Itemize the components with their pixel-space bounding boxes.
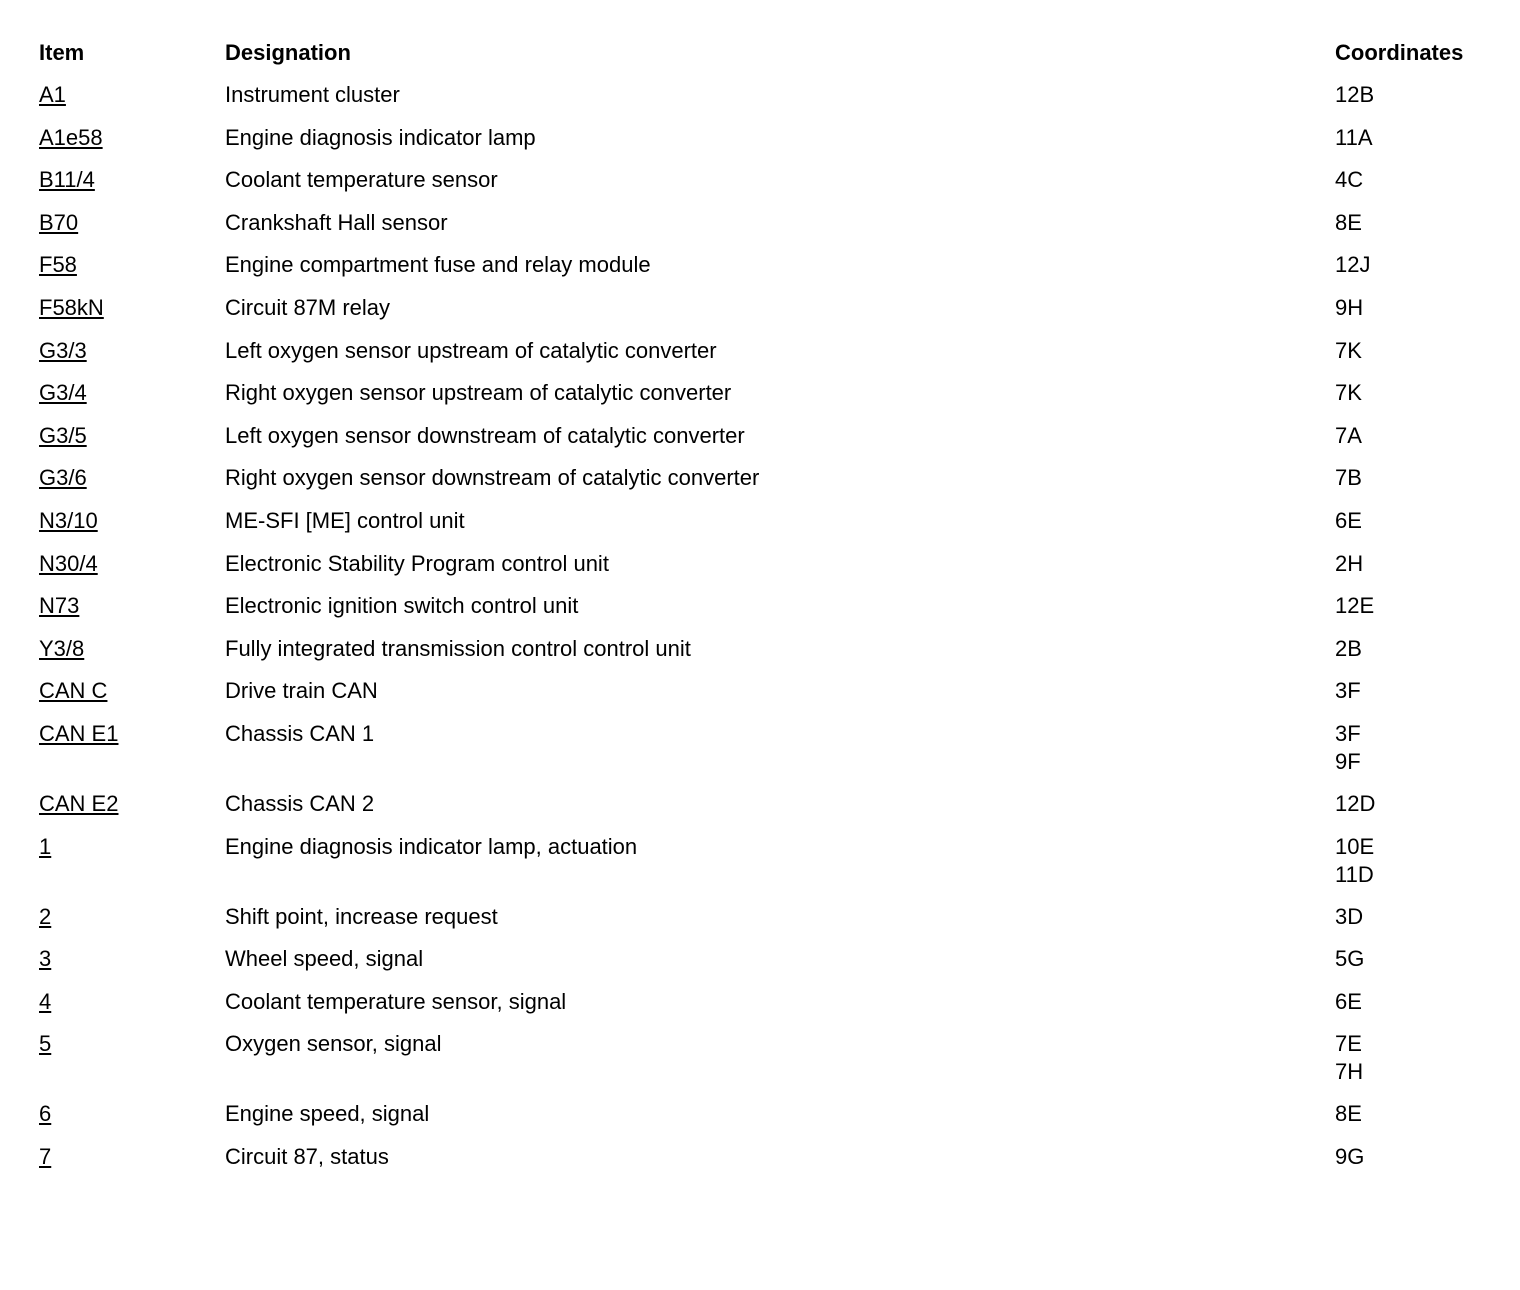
table-row (39, 328, 1499, 371)
designation-cell: Crankshaft Hall sensor (225, 209, 448, 235)
coordinate-value: 2H (1335, 550, 1364, 576)
item-link[interactable]: N73 (39, 593, 80, 619)
designation-cell: Left oxygen sensor upstream of catalytic converter (225, 337, 717, 363)
item-cell (39, 988, 225, 1016)
item-cell (39, 1143, 225, 1171)
item-link[interactable]: 3 (39, 946, 52, 972)
coordinate-value: 5G (1335, 946, 1365, 972)
item-link[interactable]: B70 (39, 209, 79, 235)
item-link[interactable]: N30/4 (39, 550, 98, 576)
header-coordinates: Coordinates (1335, 40, 1464, 65)
coordinates-cell (1335, 677, 1495, 705)
item-link[interactable]: A1e58 (39, 124, 103, 150)
coordinate-value: 11A (1335, 124, 1373, 150)
coordinate-value: 3F (1335, 678, 1361, 704)
header-designation: Designation (225, 40, 351, 65)
item-link[interactable]: G3/4 (39, 380, 87, 406)
designation-cell: Fully integrated transmission control control unit (225, 635, 691, 661)
coordinate-value: 12E (1335, 593, 1375, 619)
coordinates-cell (1335, 294, 1495, 322)
table-row (39, 824, 1499, 894)
table-row (39, 285, 1499, 328)
item-cell (39, 294, 225, 322)
designation-cell: Electronic ignition switch control unit (225, 593, 579, 619)
item-link[interactable]: F58 (39, 252, 77, 278)
designation-cell: Drive train CAN (225, 678, 378, 704)
item-cell (39, 635, 225, 663)
coordinates-cell (1335, 720, 1495, 776)
table-row (39, 370, 1499, 413)
table-row (39, 626, 1499, 669)
coordinates-cell (1335, 592, 1495, 620)
table-row (39, 781, 1499, 824)
designation-cell: Oxygen sensor, signal (225, 1031, 442, 1057)
designation-cell: Shift point, increase request (225, 903, 498, 929)
table-row (39, 1134, 1499, 1177)
coordinates-cell (1335, 1100, 1495, 1128)
item-link[interactable]: F58kN (39, 294, 104, 320)
table-row (39, 541, 1499, 584)
designation-cell: Right oxygen sensor upstream of catalytic converter (225, 380, 732, 406)
item-link[interactable]: G3/3 (39, 337, 87, 363)
item-cell (39, 550, 225, 578)
legend-header-row (39, 30, 1499, 72)
coordinates-cell (1335, 464, 1495, 492)
item-cell (39, 790, 225, 818)
designation-cell: Wheel speed, signal (225, 946, 424, 972)
item-cell (39, 833, 225, 861)
coordinate-value: 12B (1335, 82, 1375, 107)
table-row (39, 413, 1499, 456)
item-link[interactable]: G3/6 (39, 465, 87, 491)
designation-cell: Chassis CAN 2 (225, 790, 375, 816)
item-cell (39, 251, 225, 279)
table-row (39, 1091, 1499, 1134)
designation-cell: Instrument cluster (225, 82, 400, 107)
coordinate-value: 12J (1335, 252, 1371, 278)
item-link[interactable]: 6 (39, 1101, 52, 1127)
designation-cell: Engine diagnosis indicator lamp, actuation (225, 833, 638, 859)
item-cell (39, 209, 225, 237)
coordinate-value: 12D (1335, 790, 1376, 816)
item-cell (39, 124, 225, 152)
designation-cell: Coolant temperature sensor, signal (225, 988, 567, 1014)
item-link[interactable]: CAN E1 (39, 720, 119, 746)
item-cell (39, 379, 225, 407)
coordinates-cell (1335, 422, 1495, 450)
coordinates-cell (1335, 635, 1495, 663)
designation-cell: Right oxygen sensor downstream of catalytic converter (225, 465, 760, 491)
coordinates-cell (1335, 1143, 1495, 1171)
designation-cell: Left oxygen sensor downstream of catalytic converter (225, 422, 745, 448)
coordinate-value: 8E (1335, 209, 1362, 235)
table-row (39, 894, 1499, 937)
item-cell (39, 464, 225, 492)
table-row (39, 115, 1499, 158)
item-cell (39, 337, 225, 365)
table-row (39, 455, 1499, 498)
header-item: Item (39, 40, 85, 65)
coordinate-value: 4C (1335, 167, 1364, 193)
table-row (39, 242, 1499, 285)
coordinates-cell (1335, 251, 1495, 279)
item-link[interactable]: 1 (39, 833, 52, 859)
designation-cell: Circuit 87M relay (225, 294, 391, 320)
coordinates-cell (1335, 166, 1495, 194)
coordinate-value: 9F (1335, 748, 1361, 774)
coordinate-value: 3D (1335, 903, 1364, 929)
item-link[interactable]: Y3/8 (39, 635, 85, 661)
item-cell (39, 903, 225, 931)
coordinates-cell (1335, 790, 1495, 818)
coordinate-value: 6E (1335, 507, 1362, 533)
designation-cell: Chassis CAN 1 (225, 720, 375, 746)
table-row (39, 583, 1499, 626)
item-cell (39, 507, 225, 535)
item-cell (39, 422, 225, 450)
coordinate-value: 8E (1335, 1101, 1362, 1127)
item-link[interactable]: 7 (39, 1143, 52, 1169)
coordinates-cell (1335, 833, 1495, 889)
coordinate-value: 2B (1335, 635, 1362, 661)
coordinates-cell (1335, 507, 1495, 535)
coordinate-value: 7K (1335, 380, 1362, 406)
table-row (39, 72, 1499, 115)
table-row (39, 668, 1499, 711)
item-link[interactable]: A1 (39, 82, 66, 107)
coordinate-value: 7A (1335, 422, 1362, 448)
table-row (39, 1021, 1499, 1091)
coordinates-cell (1335, 903, 1495, 931)
designation-cell: Electronic Stability Program control unit (225, 550, 609, 576)
table-row (39, 936, 1499, 979)
coordinates-cell (1335, 81, 1495, 109)
item-link[interactable]: B11/4 (39, 167, 95, 193)
item-cell (39, 592, 225, 620)
table-row (39, 498, 1499, 541)
designation-cell: Coolant temperature sensor (225, 167, 498, 193)
coordinate-value: 11D (1335, 861, 1374, 887)
item-link[interactable]: 4 (39, 988, 52, 1014)
coordinates-cell (1335, 1030, 1495, 1086)
item-cell (39, 166, 225, 194)
item-link[interactable]: CAN E2 (39, 790, 119, 816)
coordinates-cell (1335, 124, 1495, 152)
coordinate-value: 7E (1335, 1031, 1362, 1057)
item-cell (39, 945, 225, 973)
coordinates-cell (1335, 988, 1495, 1016)
table-row (39, 979, 1499, 1022)
table-row (39, 200, 1499, 243)
item-link[interactable]: N3/10 (39, 507, 98, 533)
item-link[interactable]: CAN C (39, 678, 108, 704)
item-cell (39, 81, 225, 109)
item-cell (39, 720, 225, 748)
coordinate-value: 9H (1335, 294, 1364, 320)
table-row (39, 157, 1499, 200)
coordinate-value: 10E (1335, 833, 1375, 859)
coordinate-value: 7H (1335, 1059, 1364, 1085)
coordinates-cell (1335, 945, 1495, 973)
designation-cell: Circuit 87, status (225, 1143, 389, 1169)
coordinates-cell (1335, 209, 1495, 237)
designation-cell: Engine speed, signal (225, 1101, 430, 1127)
coordinate-value: 3F (1335, 720, 1361, 746)
coordinates-cell (1335, 337, 1495, 365)
item-link[interactable]: G3/5 (39, 422, 87, 448)
designation-cell: Engine diagnosis indicator lamp (225, 124, 536, 150)
coordinates-cell (1335, 550, 1495, 578)
item-link[interactable]: 2 (39, 903, 52, 929)
item-link[interactable]: 5 (39, 1031, 52, 1057)
legend-rows (39, 72, 1499, 1176)
coordinate-value: 6E (1335, 988, 1362, 1014)
table-row (39, 711, 1499, 781)
coordinate-value: 7K (1335, 337, 1362, 363)
designation-cell: Engine compartment fuse and relay module (225, 252, 651, 278)
legend-table (39, 30, 1499, 1176)
coordinates-cell (1335, 379, 1495, 407)
coordinate-value: 7B (1335, 465, 1362, 491)
designation-cell: ME-SFI [ME] control unit (225, 507, 465, 533)
item-cell (39, 677, 225, 705)
item-cell (39, 1030, 225, 1058)
coordinate-value: 9G (1335, 1143, 1365, 1169)
item-cell (39, 1100, 225, 1128)
